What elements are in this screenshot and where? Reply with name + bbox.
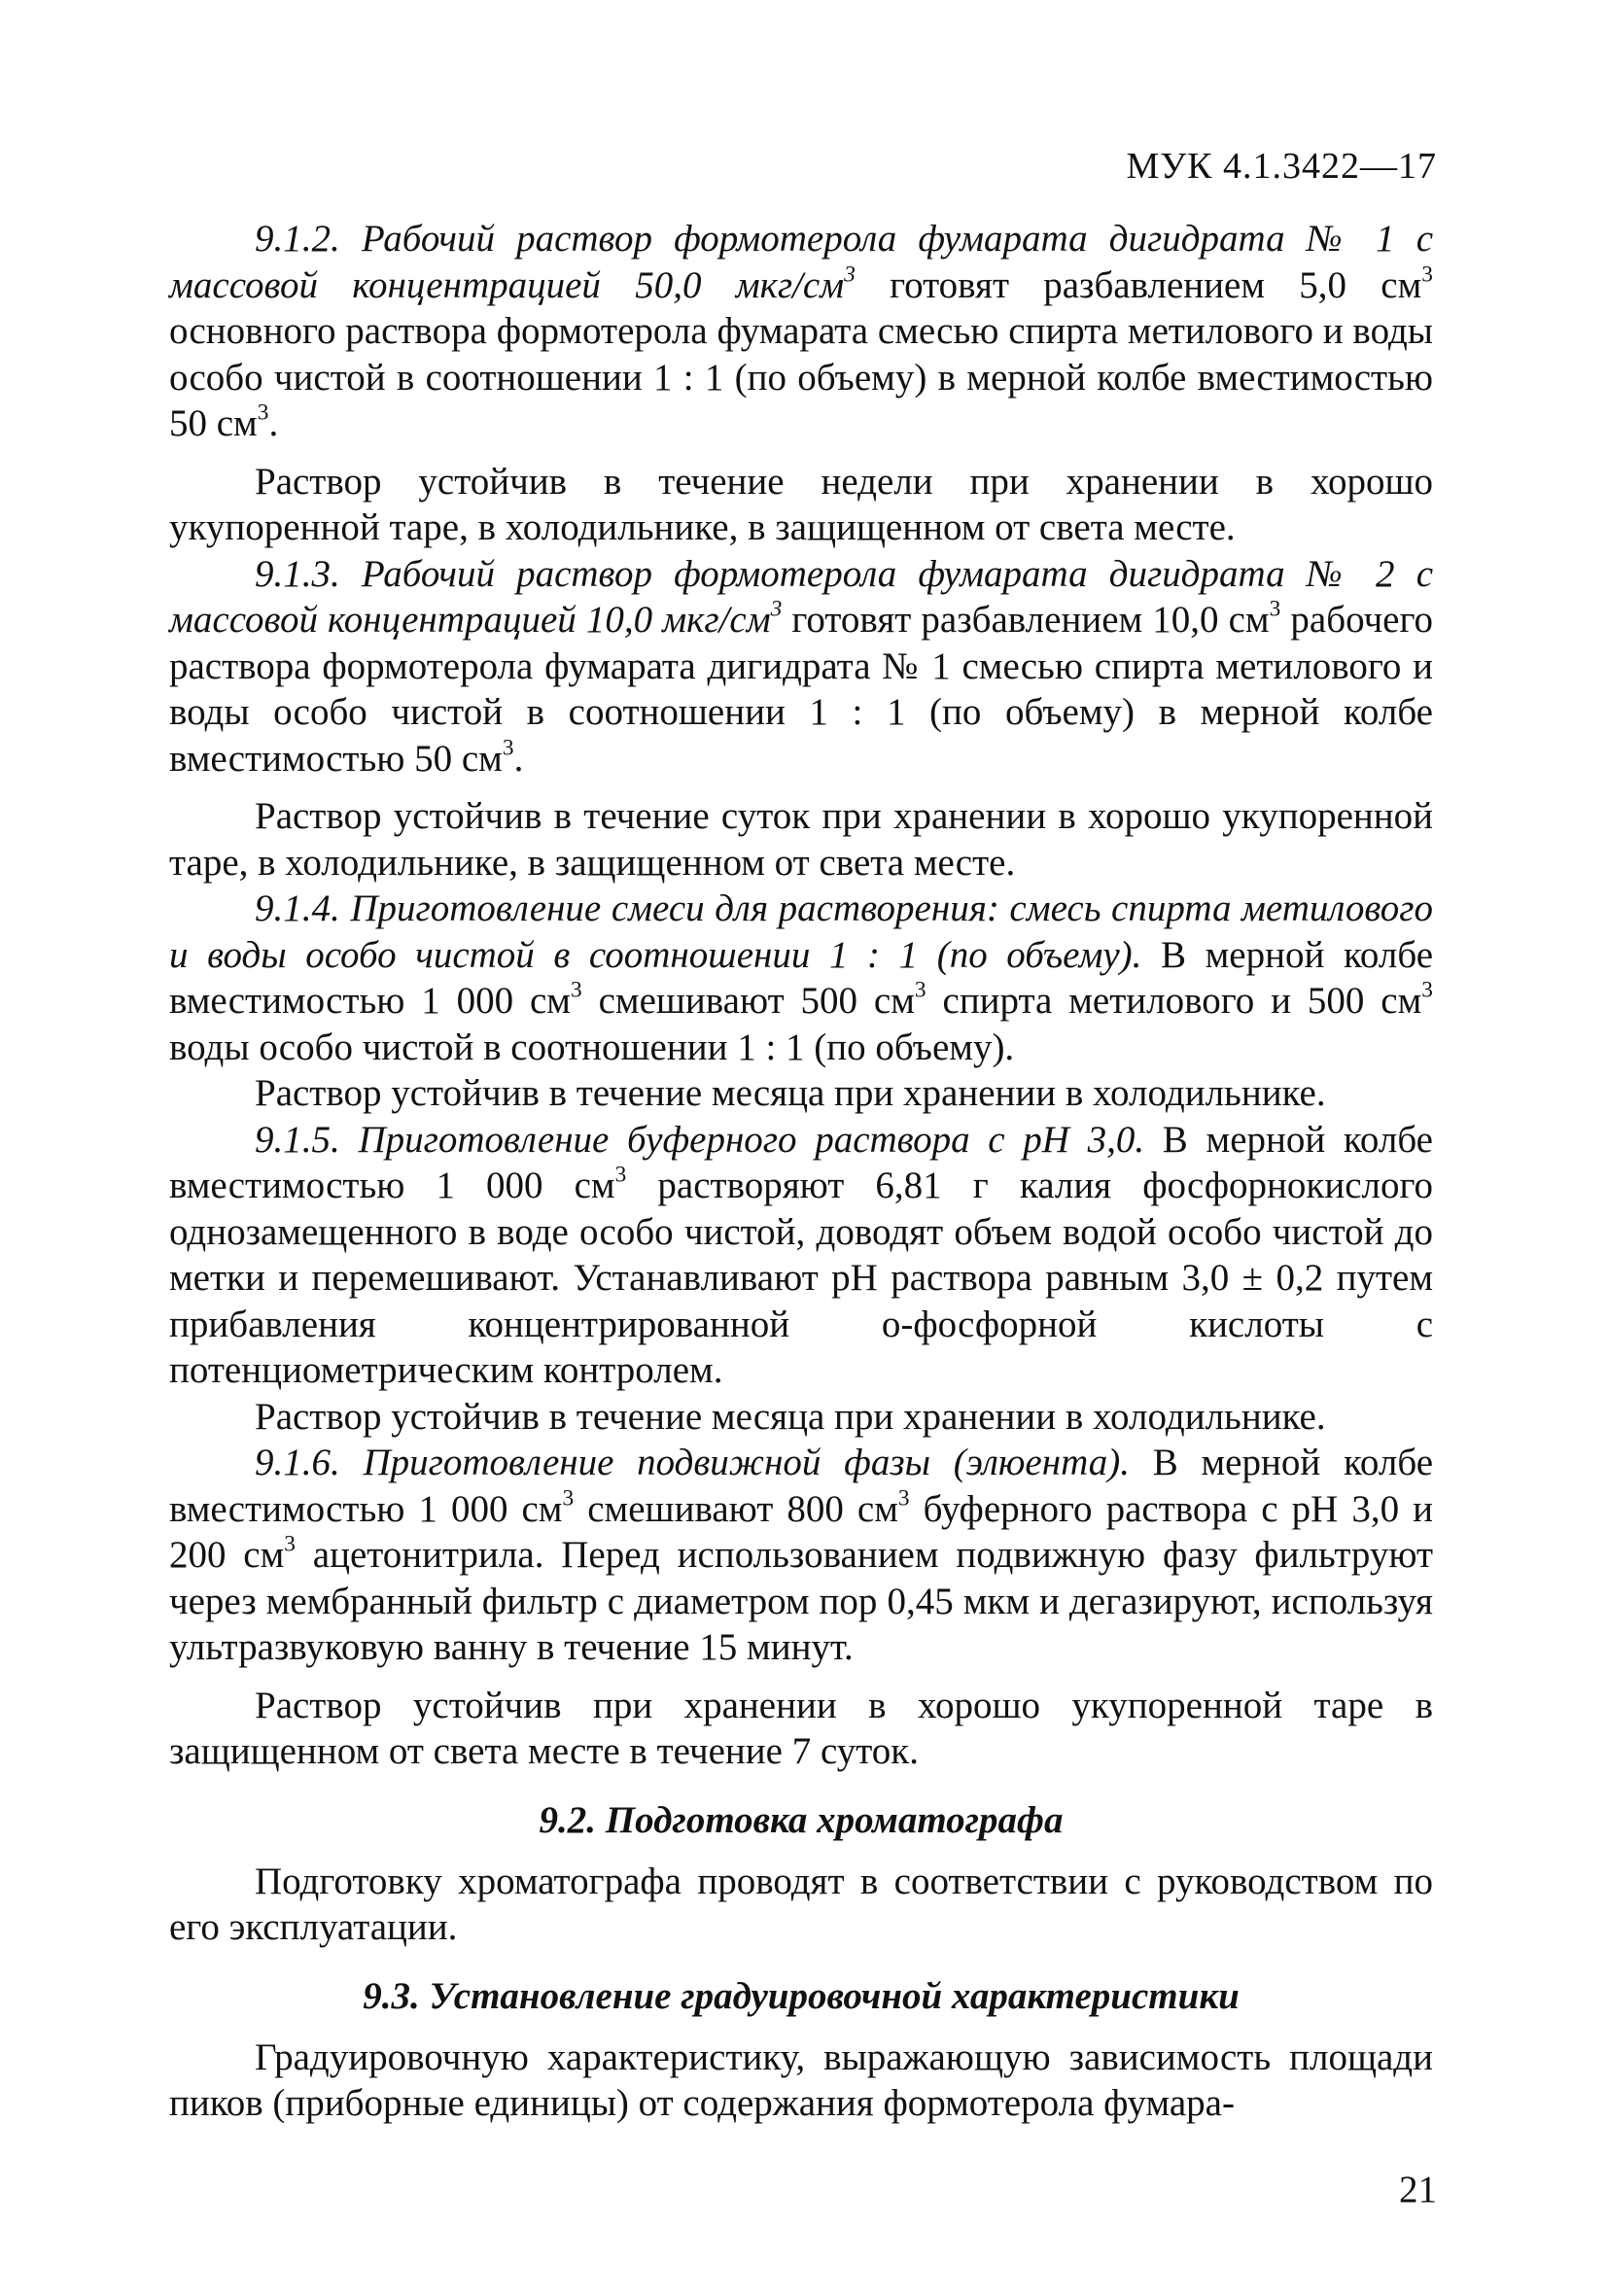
- section-heading-9-2: 9.2. Подготовка хроматографа: [539, 1798, 1064, 1841]
- superscript: 3: [614, 1162, 627, 1188]
- superscript: 3: [1269, 596, 1281, 622]
- stability-note-2: Раствор устойчив в течение суток при хранении в хорошо укупоренной таре, в холодильнике, в защищенном от света месте.: [169, 795, 1433, 884]
- stability-note-3: Раствор устойчив в течение месяца при хранении в холодильнике.: [255, 1072, 1326, 1114]
- paragraph-9-1-2: [169, 216, 1433, 447]
- paragraph-text: смешивают 500 см: [581, 980, 915, 1022]
- paragraph-text: В мерной колбе вместимостью 1 000 см: [169, 1118, 1433, 1206]
- paragraph-text: основного раствора формотерола фумарата смесью спирта метилового и воды особо чистой в соотношении 1 : 1 (по объему) в мерной колбе вместимостью 50 см: [169, 310, 1433, 444]
- section-title: Приготовление смеси для растворения: смесь спирта метилового и воды особо чистой в соотношении 1 : 1 (по объему).: [169, 887, 1433, 976]
- paragraph-9-3: Градуировочную характеристику, выражающую зависимость площади пиков (приборные единицы) от содержания формотерола фумара-: [169, 2035, 1433, 2124]
- section-title: Рабочий раствор формотерола фумарата дигидрата № 2 с массовой концентрацией 10,0 мкг/см: [169, 552, 1434, 641]
- section-title: Приготовление подвижной фазы (элюента).: [363, 1442, 1130, 1483]
- superscript: 3: [1421, 261, 1433, 288]
- paragraph-text: готовят разбавлением 5,0 см: [855, 263, 1422, 306]
- section-number: 9.1.2.: [255, 218, 340, 260]
- superscript: 3: [502, 735, 514, 761]
- section-title: Приготовление буферного раствора с рН 3,0.: [358, 1118, 1145, 1161]
- paragraph-text: .: [513, 737, 524, 780]
- section-number: 9.1.3.: [255, 552, 340, 595]
- document-code-header: МУК 4.1.3422—17: [1126, 146, 1437, 187]
- superscript: 3: [562, 1485, 575, 1512]
- section-heading-9-3: 9.3. Установление градуировочной характеристики: [363, 1974, 1240, 2017]
- stability-note-1: Раствор устойчив в течение недели при хранении в хорошо укупоренной таре, в холодильнике, в защищенном от света месте.: [169, 460, 1433, 548]
- section-number: 9.1.5.: [255, 1118, 340, 1161]
- superscript: 3: [284, 1531, 296, 1557]
- superscript: 3: [770, 596, 783, 622]
- paragraph-9-1-5: [169, 1117, 1433, 1394]
- superscript: 3: [914, 977, 926, 1003]
- section-number: 9.1.4.: [255, 887, 340, 929]
- document-body: [169, 216, 1433, 2127]
- stability-note-4: Раствор устойчив в течение месяца при хранении в холодильнике.: [255, 1395, 1326, 1438]
- paragraph-text: рабочего раствора формотерола фумарата дигидрата № 1 смесью спирта метилового и воды особо чистой в соотношении 1 : 1 (по объему) в мерной колбе вместимостью 50 см: [169, 599, 1434, 780]
- paragraph-9-1-6: [169, 1440, 1433, 1671]
- paragraph-text: готовят разбавлением 10,0 см: [782, 599, 1270, 641]
- paragraph-text: .: [268, 402, 279, 444]
- paragraph-text: растворяют 6,81 г калия фосфорнокислого однозамещенного в воде особо чистой, доводят объем водой особо чистой до метки и перемешивают. Устанавливают рН раствора равным 3,0 ± 0,2 путем прибавления концентрированной о-фосфорной кислоты с потенциометрическим контролем.: [169, 1165, 1433, 1391]
- superscript: 3: [257, 400, 269, 426]
- superscript: 3: [1421, 977, 1433, 1003]
- page-number: 21: [1399, 2169, 1437, 2210]
- paragraph-text: В мерной колбе вместимостью 1 000 см: [169, 933, 1433, 1022]
- section-title: Рабочий раствор формотерола фумарата дигидрата № 1 с массовой концентрацией 50,0 мкг/см: [169, 218, 1434, 306]
- superscript: 3: [897, 1485, 910, 1512]
- paragraph-9-1-3: [169, 551, 1433, 783]
- superscript: 3: [571, 977, 582, 1003]
- paragraph-text: смешивают 800 см: [574, 1487, 898, 1530]
- paragraph-text: спирта метилового и 500 см: [926, 980, 1422, 1022]
- paragraph-text: В мерной колбе вместимостью 1 000 см: [169, 1442, 1433, 1530]
- paragraph-9-2: Подготовку хроматографа проводят в соответствии с руководством по его эксплуатации.: [169, 1860, 1433, 1948]
- paragraph-text: ацетонитрила. Перед использованием подвижную фазу фильтруют через мембранный фильтр с диаметром пор 0,45 мкм и дегазируют, используя ультразвуковую ванну в течение 15 минут.: [169, 1534, 1433, 1668]
- paragraph-text: воды особо чистой в соотношении 1 : 1 (по объему).: [169, 1026, 1015, 1068]
- paragraph-text: буферного раствора с рН 3,0 и 200 см: [169, 1487, 1433, 1576]
- superscript: 3: [844, 261, 856, 288]
- paragraph-9-1-4: [169, 886, 1433, 1070]
- section-number: 9.1.6.: [255, 1442, 340, 1483]
- stability-note-5: Раствор устойчив при хранении в хорошо укупоренной таре в защищенном от света месте в течение 7 суток.: [169, 1684, 1433, 1772]
